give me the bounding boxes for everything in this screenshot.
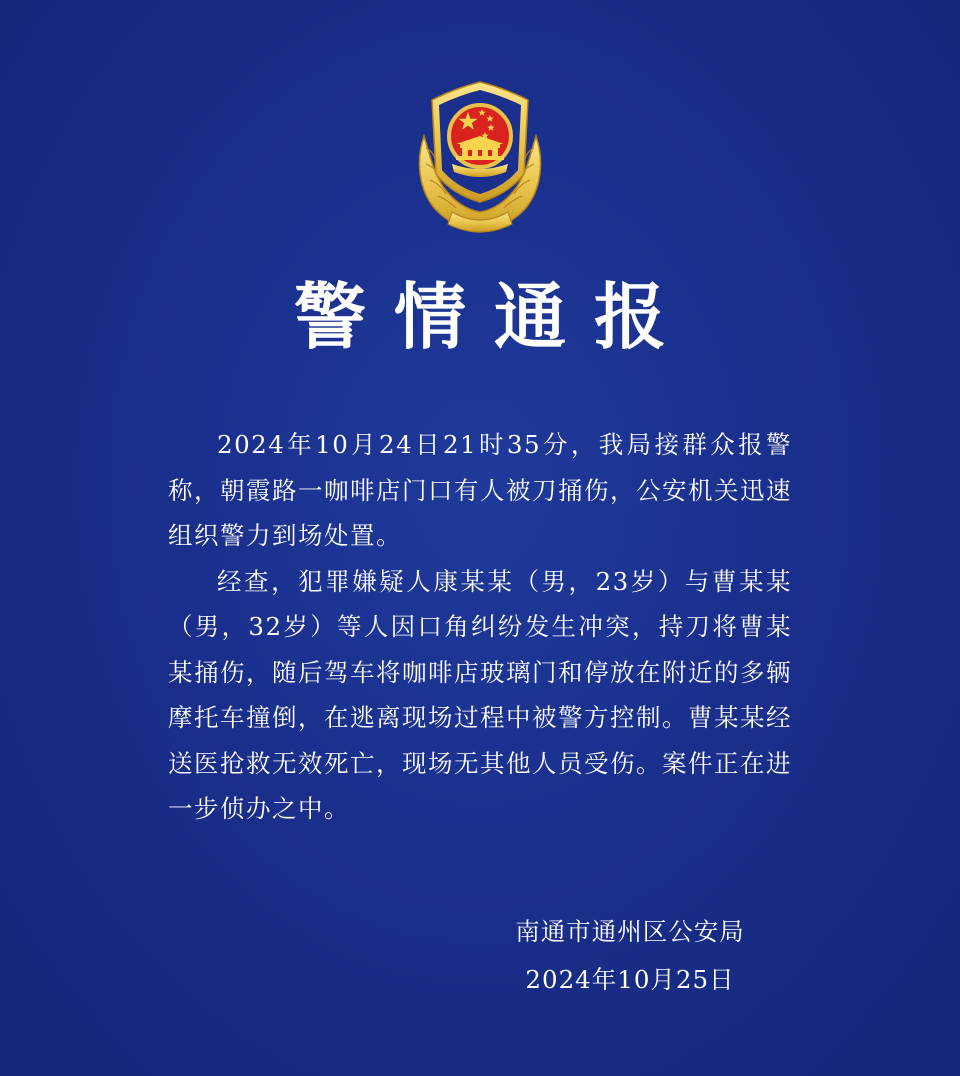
- page-title: 警情通报: [293, 274, 694, 359]
- issue-date: 2024年10月25日: [525, 965, 735, 994]
- police-emblem-icon: [412, 78, 548, 236]
- paragraph: 经查，犯罪嫌疑人康某某（男，23岁）与曹某某（男，32岁）等人因口角纠纷发生冲突，持刀将曹某某捅伤，随后驾车将咖啡店玻璃门和停放在附近的多辆摩托车撞倒，在逃离现场过程中被警方控制。曹某某经送医抢救无效死亡，现场无其他人员受伤。案件正在进一步侦办之中。: [168, 566, 792, 823]
- issuing-organization: 南通市通州区公安局: [515, 917, 745, 946]
- notice-body: [168, 422, 792, 832]
- paragraph: 2024年10月24日21时35分，我局接群众报警称，朝霞路一咖啡店门口有人被刀捅伤，公安机关迅速组织警力到场处置。: [168, 430, 792, 550]
- signature-block: [480, 908, 780, 1004]
